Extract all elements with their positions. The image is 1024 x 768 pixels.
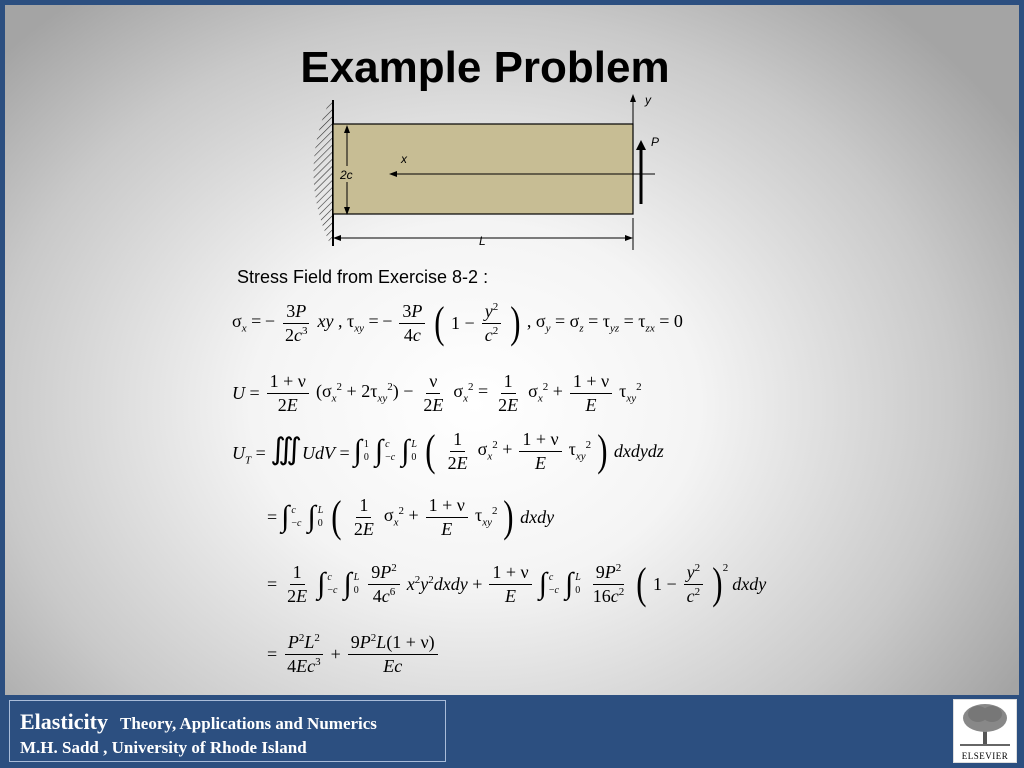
beam — [333, 124, 633, 214]
tree-icon — [954, 700, 1016, 750]
length-arrow-left — [333, 235, 341, 241]
footer-book-title: Elasticity — [20, 709, 108, 734]
cantilever-beam-diagram — [295, 90, 675, 255]
y-axis-arrowhead — [630, 94, 636, 102]
equation-final-result: = $\frac{P^2L^2}{4Ec^3}$ + $\frac{9P^2L(1 + \nu)}{Ec}$ — [267, 632, 441, 676]
page-title: Example Problem — [300, 43, 670, 92]
equation-stress-field: $\sigma_x$ = − $\frac{3P}{2c^3}$ xy , $\tau_{xy}$ = − $\frac{3P}{4c}$ ( 1 − $\frac{y^2}{c^2}$ ) , $\sigma_y = \sigma_z = \tau_{yz} = \tau_{zx} = 0$ — [232, 298, 683, 348]
stress-field-heading: Stress Field from Exercise 8-2 : — [237, 267, 489, 287]
height-label: 2c — [340, 168, 353, 182]
fixed-wall-support — [314, 100, 334, 244]
equation-strain-energy-density: U = $\frac{1 + \nu}{2E}$ $(\sigma_x^2 + 2\tau_{xy}^2)$ − $\frac{\nu}{2E}$ $\sigma_x^2$ = $\frac{1}{2E}$ $\sigma_x^2$ + $\frac{1 + \nu}{E}$ $\tau_{xy}^2$ — [232, 371, 642, 415]
length-arrow-right — [625, 235, 633, 241]
footer-author: M.H. Sadd , University of Rhode Island — [20, 738, 307, 757]
footer-book-subtitle: Theory, Applications and Numerics — [120, 714, 377, 733]
publisher-name: ELSEVIER — [961, 751, 1009, 761]
equation-total-energy: $U_T$ = ∭UdV = ∫ 1 0 ∫ c −c ∫ L 0 ( $\frac{1}{2E}$ $\sigma_x^2$ + $\frac{1 + \nu}{E}$ $\tau_{xy}^2$ ) dxdydz — [232, 426, 664, 476]
equation-total-energy-reduced: = ∫ c −c ∫ L 0 ( $\frac{1}{2E}$ $\sigma_x^2$ + $\frac{1 + \nu}{E}$ $\tau_{xy}^2$ ) dxdy — [267, 492, 555, 542]
length-label: L — [479, 234, 486, 248]
elsevier-logo — [953, 699, 1017, 763]
footer-book-info — [9, 700, 446, 762]
load-label: P — [651, 135, 660, 149]
y-axis-label: y — [645, 93, 651, 107]
x-axis-label: x — [401, 152, 407, 166]
load-arrowhead — [636, 140, 646, 150]
equation-total-energy-substituted: = $\frac{1}{2E}$ ∫ c −c ∫ L 0 $\frac{9P^2}{4c^6}$ $x^2y^2dxdy$ + $\frac{1 + \nu}{E}$ ∫ c −c ∫ L 0 $\frac{9P^2}{16c^2}$ ( 1 − $\frac{y^2}{c^2}$ ) $^2$ dxdy — [267, 559, 767, 609]
slide — [5, 5, 1019, 695]
